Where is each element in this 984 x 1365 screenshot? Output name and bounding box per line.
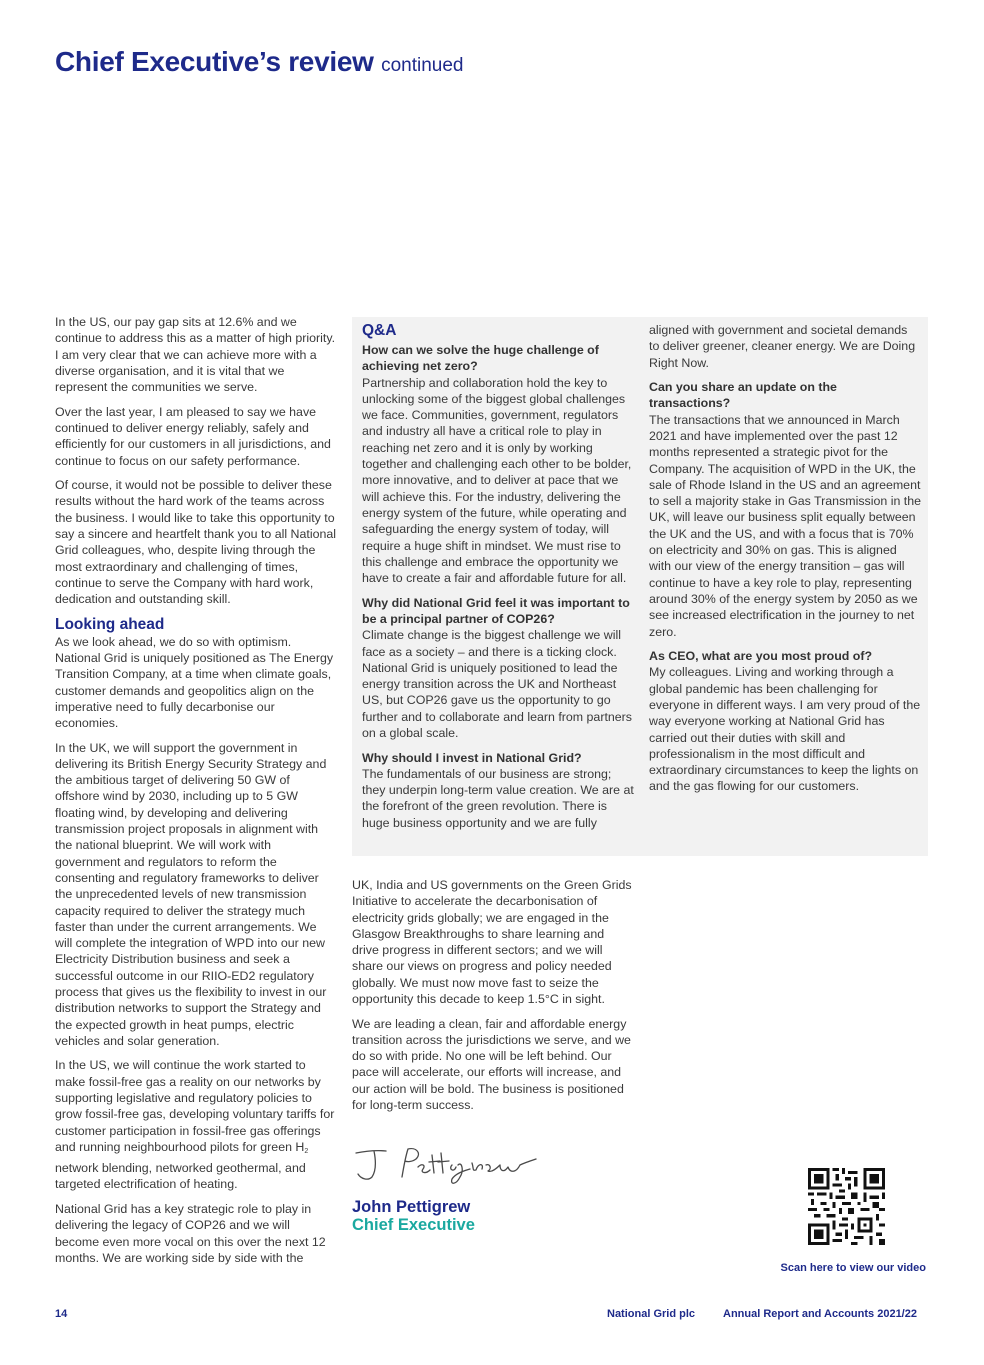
paragraph: We are leading a clean, fair and affordable energy transition across the jurisdictions we serve, and we do so with pride. No one will be left behind. Our pace will accelerate, our efforts will increase, and our action will be bold. The business is positioned for long-term success. [352, 1016, 631, 1113]
paragraph: In the UK, we will support the government in delivering its British Energy Security Strategy and the ambitious target of delivering 50 GW of offshore wind by 2030, including up to 5 GW floating wind, by developing and delivering transmission project proposals in alignment with the national blueprint. We will work with government and regulators to reform the consenting and regulatory frameworks to deliver the unprecedented levels of new transmission capacity required to deliver the strategy much faster than under the current arrangements. We will complete the integration of WPD into our new Electricity Distribution business and seek a successful outcome in our RIIO-ED2 regulatory process that gives us the flexibility to invest in our distribution networks to support the Strategy and the expected growth in heat pumps, electric vehicles and solar generation. [55, 740, 327, 1048]
qa-answer: Climate change is the biggest challenge we will face as a society – and there is a ticking clock. National Grid is uniquely positioned to lead the energy transition across the UK and Northeast US, but COP26 gave us the opportunity to go further and to collaborate and learn from partners on a global scale. [362, 628, 632, 741]
paragraph: In the US, our pay gap sits at 12.6% and we continue to address this as a matter of high priority. I am very clear that we can achieve more with a diverse organisation, and it is vital that we represent the communities we serve. [55, 315, 336, 395]
qa-answer-continued: aligned with government and societal demands to deliver greener, cleaner energy. We are Doing Right Now. [649, 323, 916, 370]
middle-column [352, 877, 632, 1122]
qa-heading: Q&A [362, 322, 397, 339]
paragraph-text: network blending, networked geothermal, and targeted electrification of heating. [55, 1161, 306, 1192]
page-title-continued: continued [381, 55, 464, 76]
signature-image [352, 1143, 557, 1191]
qa-question: How can we solve the huge challenge of achieving net zero? [362, 343, 599, 374]
paragraph-text: In the US, we will continue the work started to make fossil-free gas a reality on our networks by supporting legislative and regulatory policies to grow fossil-free gas, developing voluntary tariffs for customer participation in fossil-free gas offerings and running neighbourhood pilots for green H [55, 1058, 335, 1154]
qr-caption: Scan here to view our video [780, 1262, 926, 1274]
footer-company: National Grid plc [607, 1308, 696, 1320]
paragraph: Over the last year, I am pleased to say we have continued to deliver energy reliably, safely and efficiently for our customers in all jurisdictions, and continue to focus on our safety performance. [55, 404, 331, 468]
signatory-name: John Pettigrew [352, 1198, 471, 1216]
qa-question: Why did National Grid feel it was important to be a principal partner of COP26? [362, 595, 630, 626]
qa-question: As CEO, what are you most proud of? [649, 649, 873, 664]
footer-document-title: Annual Report and Accounts 2021/22 [723, 1308, 917, 1320]
qa-answer: My colleagues. Living and working through a global pandemic has been challenging for everyone in different ways. I am very proud of the way everyone working at National Grid has carried out their duties with skill and professionalism in the most difficult and extraordinary circumstances to keep the lights on and the gas flowing for our customers. [649, 665, 921, 794]
looking-ahead-heading: Looking ahead [55, 615, 165, 633]
paragraph: Of course, it would not be possible to deliver these results without the hard work of the teams across the business. I would like to take this opportunity to say a sincere and heartfelt thank you to all National Grid colleagues, who, despite living through the most extraordinary and challenging of times, continue to serve the Company with hard work, dedication and outstanding skill. [55, 478, 337, 607]
paragraph: UK, India and US governments on the Green Grids Initiative to accelerate the decarbonisation of electricity grids globally; we are engaged in the Glasgow Breakthroughs to share learning and drive progress in different sectors; and we will share our views on progress and policy needed globally. We must now move fast to seize the opportunity this decade to keep 1.5°C in sight. [352, 878, 632, 1007]
paragraph-green-h2 [55, 1057, 337, 1192]
signatory-role: Chief Executive [352, 1216, 475, 1234]
page-title-main: Chief Executive’s review [55, 46, 374, 77]
qa-question: Can you share an update on the transactions? [649, 380, 837, 411]
page-number: 14 [55, 1308, 68, 1320]
page-title [55, 46, 463, 78]
left-column [55, 314, 337, 1274]
qa-question: Why should I invest in National Grid? [362, 750, 582, 765]
subscript: 2 [304, 1147, 309, 1155]
qa-right-column [649, 322, 921, 803]
qa-box [352, 317, 928, 856]
paragraph: As we look ahead, we do so with optimism. National Grid is uniquely positioned as The Energy Transition Company, at a time when climate goals, customer demands and geopolitics align on the imperative need to fully decarbonise our economies. [55, 634, 334, 731]
qa-answer: The fundamentals of our business are strong; they underpin long-term value creation. We are at the forefront of the green revolution. There is huge business opportunity and we are fully [362, 766, 634, 830]
paragraph: National Grid has a key strategic role to play in delivering the legacy of COP26 and we will become even more vocal on this over the next 12 months. We are working side by side with the [55, 1201, 326, 1265]
qa-answer: Partnership and collaboration hold the key to unlocking some of the biggest global challenges we face. Communities, government, regulators and industry all have a critical role to play in reaching net zero and it is only by working together and challenging each other to be bolder, more innovative, and to deliver at pace that we will achieve this. For the industry, delivering the energy system of the future, while operating and safeguarding the energy system of today, will require a huge shift in mindset. We must rise to this challenge and embrace the opportunity we have to create a fair and affordable future for all. [362, 375, 632, 586]
qr-code-icon[interactable] [808, 1168, 885, 1245]
qa-answer: The transactions that we announced in March 2021 and have implemented over the past 12 months represented a strategic pivot for the Company. The acquisition of WPD in the UK, the sale of Rhode Island in the US and an agreement to sell a majority stake in Gas Transmission in the UK, will leave our business split equally between the UK and the US, and with a focus that is 70% on electricity and 30% on gas. This is aligned with our view of the energy transition – gas will continue to have a key role to play, representing around 30% of the energy system by 2050 as we see increased electrification in the journey to net zero. [649, 412, 922, 639]
qa-left-column [362, 322, 634, 839]
